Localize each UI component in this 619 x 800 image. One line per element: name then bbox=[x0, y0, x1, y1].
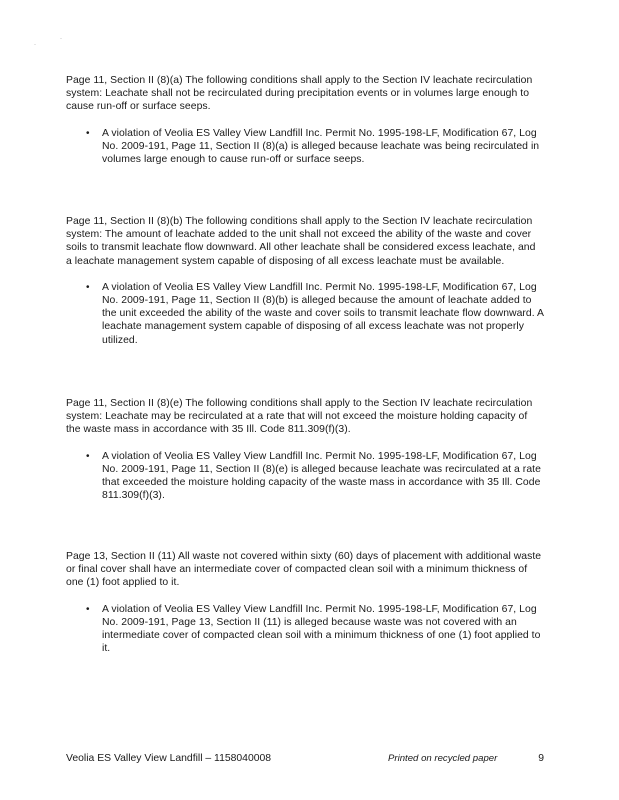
violation-bullet bbox=[86, 127, 544, 167]
bullet-icon: • bbox=[86, 603, 90, 615]
violation-bullet bbox=[86, 603, 544, 656]
scan-speck: · bbox=[60, 36, 62, 42]
condition-section-8b bbox=[66, 215, 544, 347]
bullet-icon: • bbox=[86, 281, 90, 293]
bullet-icon: • bbox=[86, 127, 90, 139]
footer-facility-id: Veolia ES Valley View Landfill – 1158040008 bbox=[66, 753, 272, 764]
violation-text: A violation of Veolia ES Valley View Landfill Inc. Permit No. 1995-198-LF, Modification 67, Log No. 2009-191, Page 13, Section II (11) is alleged because waste was not covered with an intermediate cover of compacted clean soil with a minimum thickness of one (1) foot applied to it. bbox=[102, 603, 541, 655]
violation-bullet bbox=[86, 450, 544, 503]
condition-section-11 bbox=[66, 550, 544, 655]
condition-paragraph: Page 13, Section II (11) All waste not covered within sixty (60) days of placement with additional waste or final cover shall have an intermediate cover of compacted clean soil with a minimum thickness of one (1) foot applied to it. bbox=[66, 551, 542, 589]
condition-section-8e bbox=[66, 397, 544, 502]
bullet-icon: • bbox=[86, 450, 90, 462]
page-number: 9 bbox=[538, 753, 544, 764]
footer-recycled-note: Printed on recycled paper bbox=[388, 753, 498, 764]
scan-speck: · bbox=[34, 42, 36, 48]
page-footer bbox=[66, 752, 544, 766]
violation-bullet bbox=[86, 281, 544, 347]
violation-text: A violation of Veolia ES Valley View Landfill Inc. Permit No. 1995-198-LF, Modification 67, Log No. 2009-191, Page 11, Section II (8)(b) is alleged because the amount of leachate added to the unit exceeded the ability of the waste and cover soils to transmit leachate flow downward. A leachate management system capable of disposing of all excess leachate was not properly utilized. bbox=[102, 281, 544, 346]
violation-text: A violation of Veolia ES Valley View Landfill Inc. Permit No. 1995-198-LF, Modification 67, Log No. 2009-191, Page 11, Section II (8)(a) is alleged because leachate was being recirculated in volumes large enough to cause run-off or surface seeps. bbox=[102, 127, 540, 166]
condition-paragraph: Page 11, Section II (8)(a) The following conditions shall apply to the Section IV leachate recirculation system: Leachate shall not be recirculated during precipitation events or in volumes large enough to cause run-off or surface seeps. bbox=[66, 75, 533, 113]
condition-section-8a bbox=[66, 74, 544, 166]
condition-paragraph: Page 11, Section II (8)(b) The following conditions shall apply to the Section IV leachate recirculation system: The amount of leachate added to the unit shall not exceed the ability of the waste and cover soils to transmit leachate flow downward. All other leachate shall be considered excess leachate, and a leachate management system capable of disposing of all excess leachate must be available. bbox=[66, 216, 536, 267]
condition-paragraph: Page 11, Section II (8)(e) The following conditions shall apply to the Section IV leachate recirculation system: Leachate may be recirculated at a rate that will not exceed the moisture holding capacity of the waste mass in accordance with 35 Ill. Code 811.309(f)(3). bbox=[66, 398, 533, 436]
violation-text: A violation of Veolia ES Valley View Landfill Inc. Permit No. 1995-198-LF, Modification 67, Log No. 2009-191, Page 11, Section II (8)(e) is alleged because leachate was recirculated at a rate that exceeded the moisture holding capacity of the waste mass in accordance with 35 Ill. Code 811.309(f)(3). bbox=[102, 450, 541, 502]
